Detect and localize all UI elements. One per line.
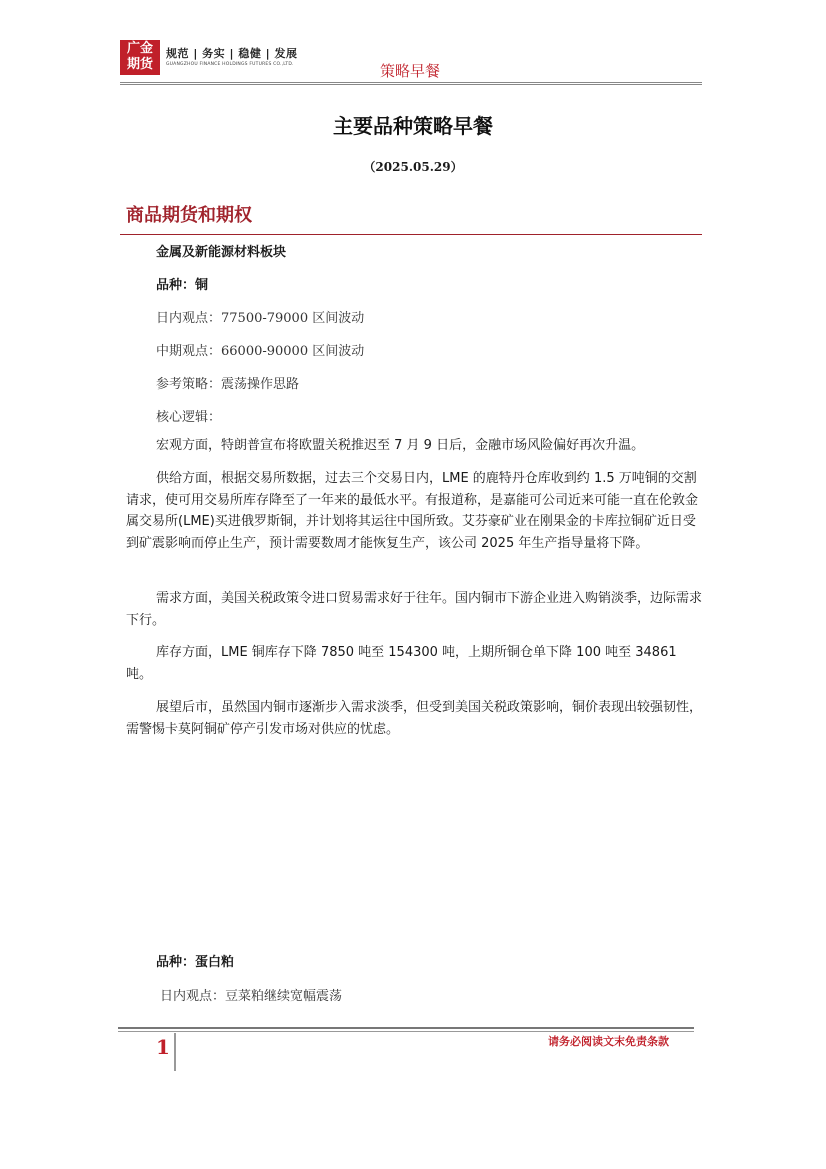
header-divider — [120, 82, 702, 83]
section-divider — [120, 234, 702, 235]
copper-demand-paragraph: 需求方面，美国关税政策令进口贸易需求好于往年。国内铜市下游企业进入购销淡季，边际需求下行。 — [126, 591, 703, 628]
block-title: 金属及新能源材料板块 — [156, 245, 287, 260]
page-title: 主要品种策略早餐 — [333, 114, 493, 138]
copper-logic-label: 核心逻辑： — [156, 410, 222, 425]
copper-outlook-paragraph: 展望后市，虽然国内铜市逐渐步入需求淡季，但受到美国关税政策影响，铜价表现出较强韧性，需警惕卡莫阿铜矿停产引发市场对供应的忧虑。 — [126, 700, 703, 737]
copper-macro-paragraph: 宏观方面，特朗普宣布将欧盟关税推迟至 7 月 9 日后，金融市场风险偏好再次升温。 — [156, 438, 645, 453]
report-date: （2025.05.29） — [363, 160, 463, 174]
copper-strategy: 参考策略：震荡操作思路 — [156, 377, 300, 392]
logo-text-line2: 期货 — [126, 57, 153, 72]
doc-type-title: 策略早餐 — [380, 62, 441, 80]
copper-variety: 品种：铜 — [156, 278, 209, 293]
company-logo — [120, 40, 160, 75]
footer-divider — [118, 1027, 694, 1029]
meal-variety: 品种：蛋白粕 — [156, 955, 235, 970]
header-divider-2 — [120, 84, 702, 85]
company-english-name: GUANGZHOU FINANCE HOLDINGS FUTURES CO.,LTD. — [166, 62, 294, 67]
logo-text-line1: 广金 — [126, 41, 153, 56]
copper-supply-paragraph: 供给方面，根据交易所数据，过去三个交易日内，LME 的鹿特丹仓库收到约 1.5 万吨铜的交割请求，使可用交易所库存降至了一年来的最低水平。有报道称，是嘉能可公司近来可能一直在伦敦金属交易所(LME)买进俄罗斯铜，并计划将其运往中国所致。艾芬豪矿业在刚果金的卡库拉铜矿近日受到矿震影响而停止生产，预计需要数周才能恢复生产，该公司 2025 年生产指导量将下降。 — [126, 471, 699, 551]
company-slogan: 规范 | 务实 | 稳健 | 发展 — [166, 47, 298, 60]
page-number: 1 — [156, 1035, 170, 1059]
page-number-bar — [174, 1033, 176, 1071]
section-heading: 商品期货和期权 — [126, 205, 252, 226]
disclaimer-link: 请务必阅读文末免责条款 — [548, 1035, 669, 1048]
meal-intraday-view: 日内观点：豆菜粕继续宽幅震荡 — [160, 989, 343, 1004]
footer-divider-2 — [118, 1031, 694, 1032]
copper-midterm-view: 中期观点：66000-90000 区间波动 — [156, 344, 365, 359]
copper-inventory-paragraph: 库存方面，LME 铜库存下降 7850 吨至 154300 吨，上期所铜仓单下降 100 吨至 34861 吨。 — [126, 645, 677, 682]
copper-intraday-view: 日内观点：77500-79000 区间波动 — [156, 311, 365, 326]
